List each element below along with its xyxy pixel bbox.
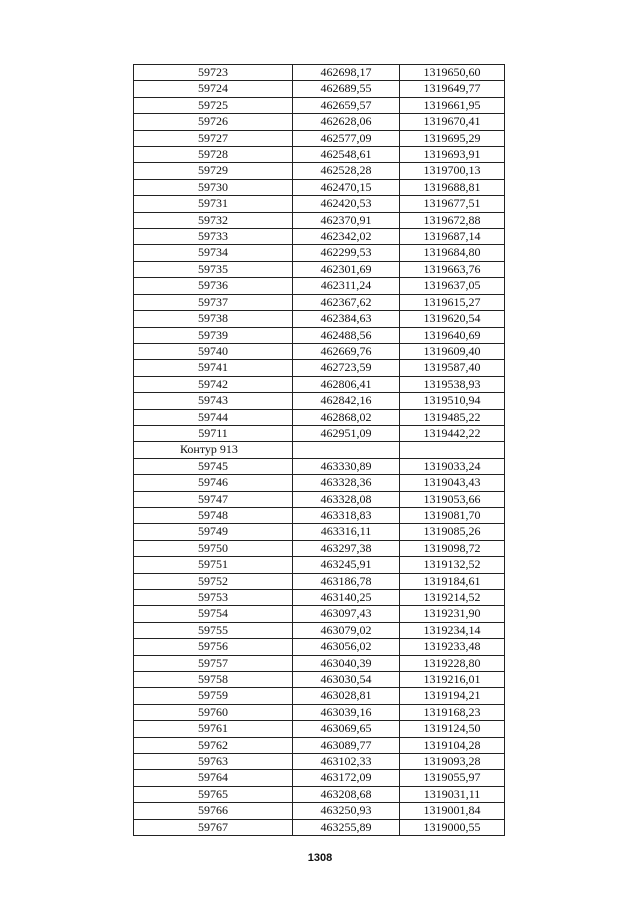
point-id-cell: 59744 bbox=[134, 409, 293, 425]
x-coordinate-cell: 462806,41 bbox=[293, 376, 400, 392]
point-id-cell: 59753 bbox=[134, 590, 293, 606]
point-id-cell: 59750 bbox=[134, 540, 293, 556]
y-coordinate-cell: 1319684,80 bbox=[400, 245, 505, 261]
table-row bbox=[134, 704, 505, 720]
y-coordinate-cell: 1319234,14 bbox=[400, 622, 505, 638]
y-coordinate-cell: 1319124,50 bbox=[400, 721, 505, 737]
point-id-cell: 59759 bbox=[134, 688, 293, 704]
y-coordinate-cell: 1319194,21 bbox=[400, 688, 505, 704]
point-id-cell: 59724 bbox=[134, 81, 293, 97]
table-row bbox=[134, 212, 505, 228]
point-id-cell: 59737 bbox=[134, 294, 293, 310]
table-row bbox=[134, 475, 505, 491]
y-coordinate-cell: 1319640,69 bbox=[400, 327, 505, 343]
table-row bbox=[134, 507, 505, 523]
x-coordinate-cell: 463079,02 bbox=[293, 622, 400, 638]
x-coordinate-cell: 463140,25 bbox=[293, 590, 400, 606]
y-coordinate-cell: 1319687,14 bbox=[400, 229, 505, 245]
point-id-cell: 59732 bbox=[134, 212, 293, 228]
point-id-cell: 59747 bbox=[134, 491, 293, 507]
point-id-cell: 59735 bbox=[134, 261, 293, 277]
x-coordinate-cell: 462470,15 bbox=[293, 179, 400, 195]
x-coordinate-cell: 463030,54 bbox=[293, 672, 400, 688]
y-coordinate-cell: 1319620,54 bbox=[400, 311, 505, 327]
y-coordinate-cell: 1319693,91 bbox=[400, 147, 505, 163]
point-id-cell: 59723 bbox=[134, 65, 293, 81]
point-id-cell: 59734 bbox=[134, 245, 293, 261]
x-coordinate-cell: 463039,16 bbox=[293, 704, 400, 720]
x-coordinate-cell: 463328,08 bbox=[293, 491, 400, 507]
table-row bbox=[134, 409, 505, 425]
table-row bbox=[134, 639, 505, 655]
page-number: 1308 bbox=[307, 852, 333, 864]
table-row bbox=[134, 622, 505, 638]
table-row bbox=[134, 754, 505, 770]
y-coordinate-cell: 1319055,97 bbox=[400, 770, 505, 786]
point-id-cell: 59727 bbox=[134, 130, 293, 146]
x-coordinate-cell: 462384,63 bbox=[293, 311, 400, 327]
table-row bbox=[134, 147, 505, 163]
x-coordinate-cell: 463097,43 bbox=[293, 606, 400, 622]
point-id-cell: 59748 bbox=[134, 507, 293, 523]
point-id-cell: 59749 bbox=[134, 524, 293, 540]
x-coordinate-cell: 462488,56 bbox=[293, 327, 400, 343]
y-coordinate-cell: 1319233,48 bbox=[400, 639, 505, 655]
table-row bbox=[134, 130, 505, 146]
x-coordinate-cell: 462367,62 bbox=[293, 294, 400, 310]
y-coordinate-cell: 1319695,29 bbox=[400, 130, 505, 146]
y-coordinate-cell: 1319098,72 bbox=[400, 540, 505, 556]
table-row bbox=[134, 786, 505, 802]
x-coordinate-cell: 462299,53 bbox=[293, 245, 400, 261]
point-id-cell: 59725 bbox=[134, 97, 293, 113]
point-id-cell: 59755 bbox=[134, 622, 293, 638]
x-coordinate-cell: 463250,93 bbox=[293, 803, 400, 819]
table-row bbox=[134, 557, 505, 573]
table-row bbox=[134, 245, 505, 261]
x-coordinate-cell: 462301,69 bbox=[293, 261, 400, 277]
table-row bbox=[134, 672, 505, 688]
table-row bbox=[134, 524, 505, 540]
point-id-cell: 59731 bbox=[134, 196, 293, 212]
table-row bbox=[134, 229, 505, 245]
x-coordinate-cell: 462370,91 bbox=[293, 212, 400, 228]
y-coordinate-cell: 1319688,81 bbox=[400, 179, 505, 195]
point-id-cell: 59765 bbox=[134, 786, 293, 802]
x-coordinate-cell: 463172,09 bbox=[293, 770, 400, 786]
x-coordinate-cell: 463328,36 bbox=[293, 475, 400, 491]
contour-header-row bbox=[134, 442, 505, 458]
y-coordinate-cell: 1319053,66 bbox=[400, 491, 505, 507]
y-coordinate-cell: 1319184,61 bbox=[400, 573, 505, 589]
y-coordinate-cell: 1319168,23 bbox=[400, 704, 505, 720]
point-id-cell: 59746 bbox=[134, 475, 293, 491]
x-coordinate-cell: 462420,53 bbox=[293, 196, 400, 212]
point-id-cell: 59730 bbox=[134, 179, 293, 195]
point-id-cell: 59742 bbox=[134, 376, 293, 392]
contour-label: Контур 913 bbox=[134, 442, 293, 458]
y-coordinate-cell: 1319093,28 bbox=[400, 754, 505, 770]
table-row bbox=[134, 196, 505, 212]
y-coordinate-cell: 1319214,52 bbox=[400, 590, 505, 606]
empty-cell bbox=[293, 442, 400, 458]
y-coordinate-cell: 1319650,60 bbox=[400, 65, 505, 81]
point-id-cell: 59766 bbox=[134, 803, 293, 819]
table-row bbox=[134, 819, 505, 835]
x-coordinate-cell: 463102,33 bbox=[293, 754, 400, 770]
point-id-cell: 59739 bbox=[134, 327, 293, 343]
point-id-cell: 59760 bbox=[134, 704, 293, 720]
table-row bbox=[134, 343, 505, 359]
table-row bbox=[134, 294, 505, 310]
x-coordinate-cell: 462868,02 bbox=[293, 409, 400, 425]
y-coordinate-cell: 1319672,88 bbox=[400, 212, 505, 228]
x-coordinate-cell: 463069,65 bbox=[293, 721, 400, 737]
x-coordinate-cell: 463186,78 bbox=[293, 573, 400, 589]
x-coordinate-cell: 463318,83 bbox=[293, 507, 400, 523]
point-id-cell: 59743 bbox=[134, 393, 293, 409]
y-coordinate-cell: 1319081,70 bbox=[400, 507, 505, 523]
y-coordinate-cell: 1319000,55 bbox=[400, 819, 505, 835]
x-coordinate-cell: 463028,81 bbox=[293, 688, 400, 704]
point-id-cell: 59758 bbox=[134, 672, 293, 688]
table-row bbox=[134, 327, 505, 343]
table-row bbox=[134, 803, 505, 819]
x-coordinate-cell: 463245,91 bbox=[293, 557, 400, 573]
table-row bbox=[134, 393, 505, 409]
point-id-cell: 59752 bbox=[134, 573, 293, 589]
point-id-cell: 59763 bbox=[134, 754, 293, 770]
y-coordinate-cell: 1319510,94 bbox=[400, 393, 505, 409]
table-row bbox=[134, 458, 505, 474]
x-coordinate-cell: 462528,28 bbox=[293, 163, 400, 179]
x-coordinate-cell: 462698,17 bbox=[293, 65, 400, 81]
point-id-cell: 59761 bbox=[134, 721, 293, 737]
y-coordinate-cell: 1319538,93 bbox=[400, 376, 505, 392]
table-row bbox=[134, 573, 505, 589]
table-row bbox=[134, 179, 505, 195]
table-row bbox=[134, 590, 505, 606]
x-coordinate-cell: 462951,09 bbox=[293, 425, 400, 441]
y-coordinate-cell: 1319216,01 bbox=[400, 672, 505, 688]
y-coordinate-cell: 1319043,43 bbox=[400, 475, 505, 491]
y-coordinate-cell: 1319442,22 bbox=[400, 425, 505, 441]
x-coordinate-cell: 462723,59 bbox=[293, 360, 400, 376]
y-coordinate-cell: 1319231,90 bbox=[400, 606, 505, 622]
x-coordinate-cell: 462311,24 bbox=[293, 278, 400, 294]
coordinates-table bbox=[133, 64, 505, 836]
table-row bbox=[134, 278, 505, 294]
x-coordinate-cell: 462577,09 bbox=[293, 130, 400, 146]
y-coordinate-cell: 1319033,24 bbox=[400, 458, 505, 474]
point-id-cell: 59764 bbox=[134, 770, 293, 786]
y-coordinate-cell: 1319677,51 bbox=[400, 196, 505, 212]
point-id-cell: 59745 bbox=[134, 458, 293, 474]
x-coordinate-cell: 463089,77 bbox=[293, 737, 400, 753]
table-row bbox=[134, 376, 505, 392]
point-id-cell: 59767 bbox=[134, 819, 293, 835]
x-coordinate-cell: 462659,57 bbox=[293, 97, 400, 113]
point-id-cell: 59756 bbox=[134, 639, 293, 655]
x-coordinate-cell: 463316,11 bbox=[293, 524, 400, 540]
table-row bbox=[134, 97, 505, 113]
y-coordinate-cell: 1319609,40 bbox=[400, 343, 505, 359]
y-coordinate-cell: 1319104,28 bbox=[400, 737, 505, 753]
y-coordinate-cell: 1319615,27 bbox=[400, 294, 505, 310]
table-row bbox=[134, 491, 505, 507]
y-coordinate-cell: 1319637,05 bbox=[400, 278, 505, 294]
point-id-cell: 59729 bbox=[134, 163, 293, 179]
x-coordinate-cell: 462689,55 bbox=[293, 81, 400, 97]
y-coordinate-cell: 1319663,76 bbox=[400, 261, 505, 277]
table-row bbox=[134, 163, 505, 179]
x-coordinate-cell: 462842,16 bbox=[293, 393, 400, 409]
y-coordinate-cell: 1319587,40 bbox=[400, 360, 505, 376]
table-row bbox=[134, 311, 505, 327]
x-coordinate-cell: 462628,06 bbox=[293, 114, 400, 130]
table-row bbox=[134, 360, 505, 376]
point-id-cell: 59754 bbox=[134, 606, 293, 622]
x-coordinate-cell: 463040,39 bbox=[293, 655, 400, 671]
y-coordinate-cell: 1319670,41 bbox=[400, 114, 505, 130]
coordinates-table-body bbox=[134, 65, 505, 836]
x-coordinate-cell: 463056,02 bbox=[293, 639, 400, 655]
table-row bbox=[134, 261, 505, 277]
x-coordinate-cell: 463297,38 bbox=[293, 540, 400, 556]
y-coordinate-cell: 1319661,95 bbox=[400, 97, 505, 113]
table-row bbox=[134, 688, 505, 704]
point-id-cell: 59762 bbox=[134, 737, 293, 753]
point-id-cell: 59733 bbox=[134, 229, 293, 245]
table-row bbox=[134, 606, 505, 622]
table-row bbox=[134, 737, 505, 753]
point-id-cell: 59757 bbox=[134, 655, 293, 671]
y-coordinate-cell: 1319700,13 bbox=[400, 163, 505, 179]
x-coordinate-cell: 462548,61 bbox=[293, 147, 400, 163]
y-coordinate-cell: 1319031,11 bbox=[400, 786, 505, 802]
empty-cell bbox=[400, 442, 505, 458]
point-id-cell: 59728 bbox=[134, 147, 293, 163]
table-row bbox=[134, 114, 505, 130]
x-coordinate-cell: 462669,76 bbox=[293, 343, 400, 359]
table-row bbox=[134, 425, 505, 441]
x-coordinate-cell: 462342,02 bbox=[293, 229, 400, 245]
x-coordinate-cell: 463255,89 bbox=[293, 819, 400, 835]
y-coordinate-cell: 1319132,52 bbox=[400, 557, 505, 573]
point-id-cell: 59740 bbox=[134, 343, 293, 359]
y-coordinate-cell: 1319001,84 bbox=[400, 803, 505, 819]
x-coordinate-cell: 463208,68 bbox=[293, 786, 400, 802]
table-row bbox=[134, 81, 505, 97]
y-coordinate-cell: 1319649,77 bbox=[400, 81, 505, 97]
point-id-cell: 59711 bbox=[134, 425, 293, 441]
point-id-cell: 59736 bbox=[134, 278, 293, 294]
x-coordinate-cell: 463330,89 bbox=[293, 458, 400, 474]
table-row bbox=[134, 65, 505, 81]
point-id-cell: 59751 bbox=[134, 557, 293, 573]
y-coordinate-cell: 1319085,26 bbox=[400, 524, 505, 540]
table-row bbox=[134, 770, 505, 786]
point-id-cell: 59738 bbox=[134, 311, 293, 327]
table-row bbox=[134, 540, 505, 556]
table-row bbox=[134, 655, 505, 671]
y-coordinate-cell: 1319228,80 bbox=[400, 655, 505, 671]
table-row bbox=[134, 721, 505, 737]
y-coordinate-cell: 1319485,22 bbox=[400, 409, 505, 425]
point-id-cell: 59741 bbox=[134, 360, 293, 376]
point-id-cell: 59726 bbox=[134, 114, 293, 130]
